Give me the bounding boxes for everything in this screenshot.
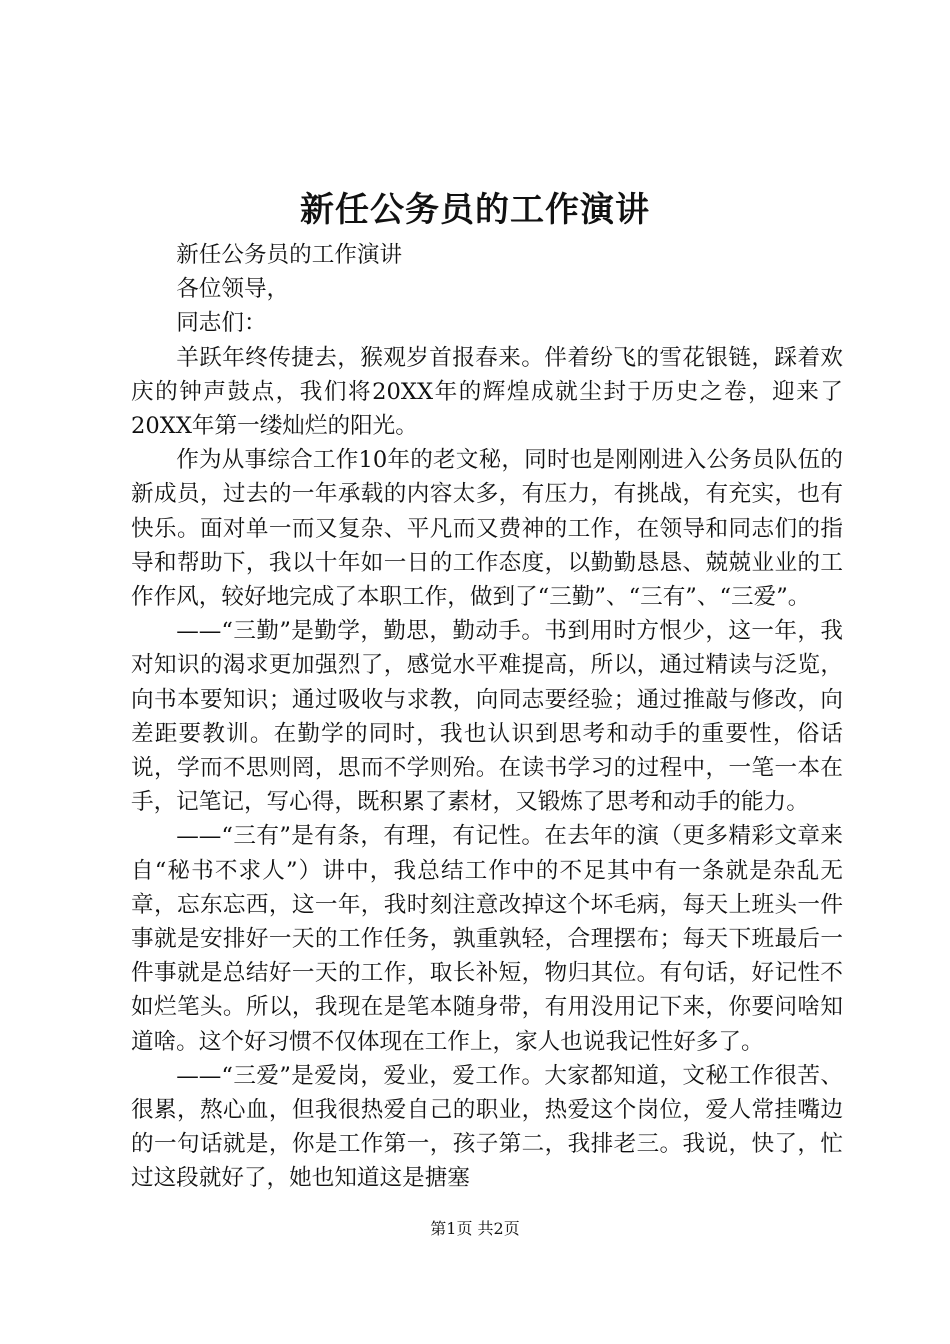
paragraph-subtitle: 新任公务员的工作演讲 [176,242,403,268]
paragraph-salutation-leaders: 各位领导， [176,276,290,303]
paragraph-san-ai: ——“三爱”是爱岗，爱业，爱工作。大家都知道，文秘工作很苦、很累，熬心血，但我很热爱自己的职业，热爱这个岗位，爱人常挂嘴边的一句话就是，你是工作第一，孩子第二，我排老三。我说，快了，忙过这段就好了，她也知道这是搪塞 [131,1062,843,1192]
document-title: 新任公务员的工作演讲 [300,190,650,230]
paragraph-introduction: 作为从事综合工作10年的老文秘，同时也是刚刚进入公务员队伍的新成员，过去的一年承载的内容太多，有压力，有挑战，有充实，也有快乐。面对单一而又复杂、平凡而又费神的工作，在领导和同志们的指导和帮助下，我以十年如一日的工作态度，以勤勤恳恳、兢兢业业的工作作风，较好地完成了本职工作，做到了“三勤”、“三有”、“三爱”。 [131,447,843,611]
paragraph-salutation-comrades: 同志们： [176,310,267,337]
page-footer: 第1页 共2页 [430,1219,520,1238]
paragraph-san-you: ——“三有”是有条，有理，有记性。在去年的演（更多精彩文章来自“秘书不求人”）讲中，我总结工作中的不足其中有一条就是杂乱无章，忘东忘西，这一年，我时刻注意改掉这个坏毛病，每天上班头一件事就是安排好一天的工作任务，孰重孰轻，合理摆布；每天下班最后一件事就是总结好一天的工作，取长补短，物归其位。有句话，好记性不如烂笔头。所以，我现在是笔本随身带，有用没用记下来，你要问啥知道啥。这个好习惯不仅体现在工作上，家人也说我记性好多了。 [131,823,843,1055]
paragraph-opening: 羊跃年终传捷去，猴观岁首报春来。伴着纷飞的雪花银链，踩着欢庆的钟声鼓点，我们将20XX年的辉煌成就尘封于历史之卷，迎来了20XX年第一缕灿烂的阳光。 [131,344,843,440]
paragraph-san-qin: ——“三勤”是勤学，勤思，勤动手。书到用时方恨少，这一年，我对知识的渴求更加强烈了，感觉水平难提高，所以，通过精读与泛览，向书本要知识；通过吸收与求教，向同志要经验；通过推敲与修改，向差距要教训。在勤学的同时，我也认识到思考和动手的重要性，俗话说，学而不思则罔，思而不学则殆。在读书学习的过程中，一笔一本在手，记笔记，写心得，既积累了素材，又锻炼了思考和动手的能力。 [131,618,843,816]
document-body [131,238,843,1196]
